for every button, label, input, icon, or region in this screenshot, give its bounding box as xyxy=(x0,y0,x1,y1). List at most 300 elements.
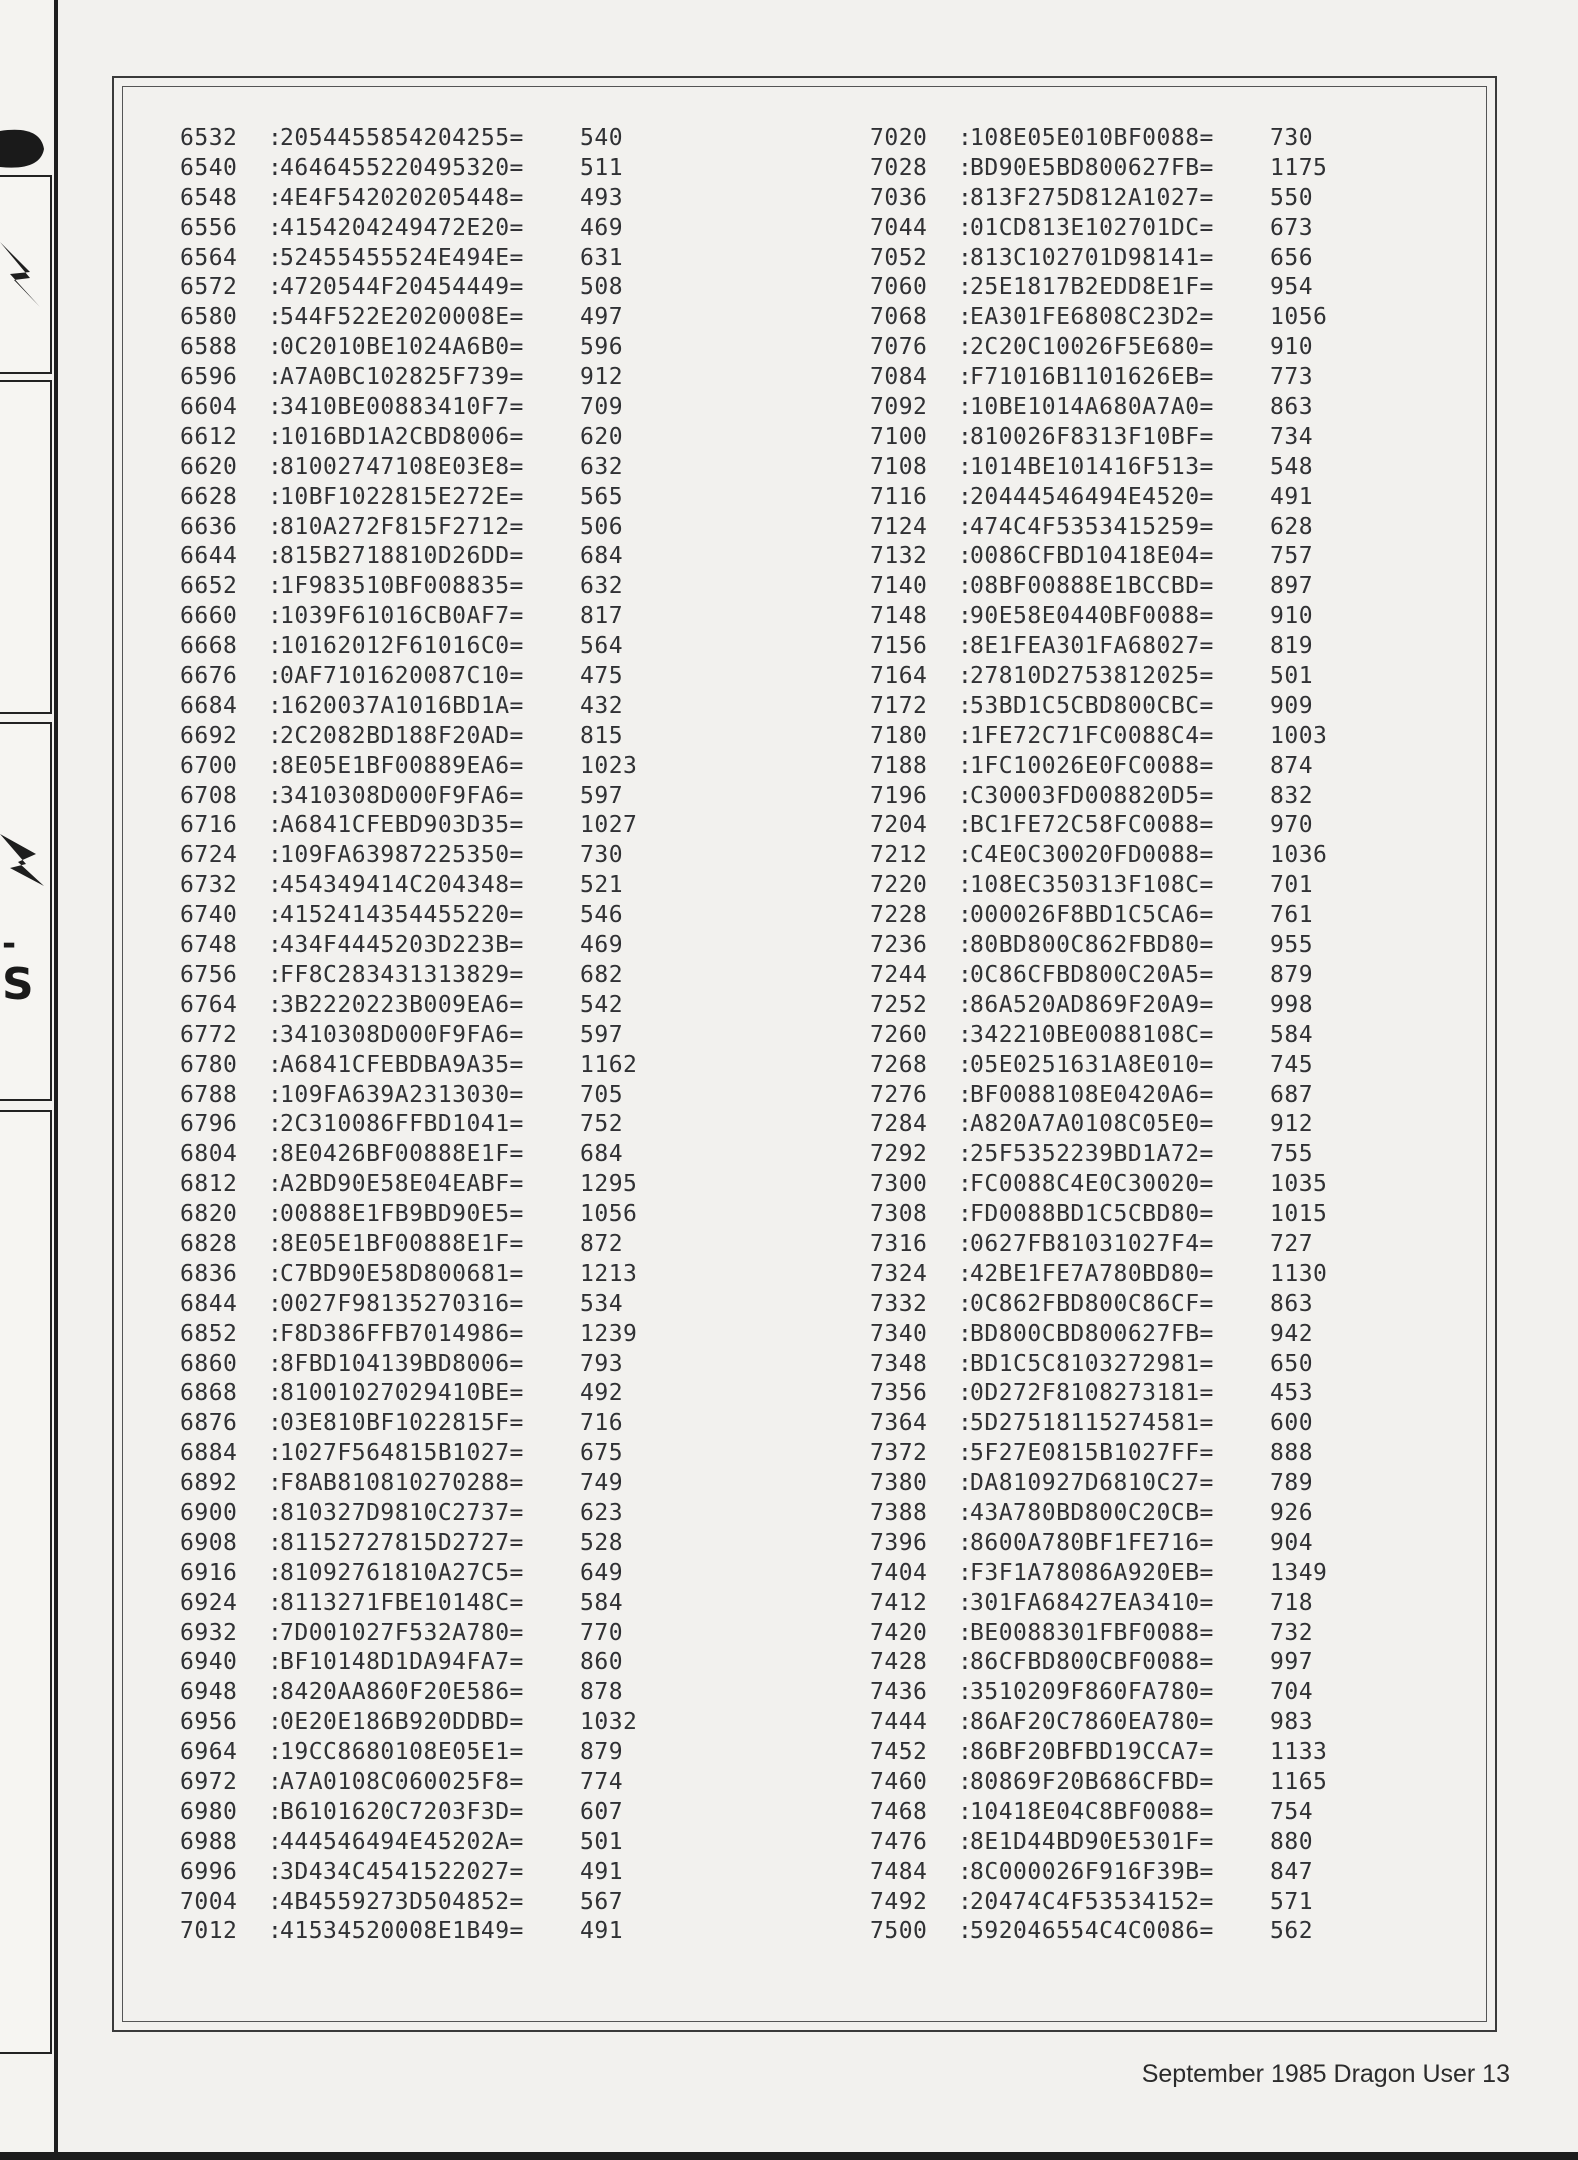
separator: : xyxy=(958,1798,973,1825)
line-number: 7084 xyxy=(870,364,928,391)
separator: : xyxy=(958,513,973,540)
hex-data: 1620037A1016BD1A= xyxy=(280,692,524,719)
listing-row xyxy=(180,991,660,1021)
listing-row xyxy=(870,1888,1350,1918)
separator: : xyxy=(958,573,973,600)
checksum: 1032 xyxy=(580,1709,638,1736)
listing-row xyxy=(870,961,1350,991)
hex-data: 86A520AD869F20A9= xyxy=(970,991,1214,1018)
checksum: 432 xyxy=(580,692,624,719)
separator: : xyxy=(958,692,973,719)
hex-data: 813F275D812A1027= xyxy=(970,184,1214,211)
checksum: 469 xyxy=(580,214,624,241)
line-number: 6740 xyxy=(180,902,238,929)
checksum: 597 xyxy=(580,782,624,809)
checksum: 912 xyxy=(580,364,624,391)
line-number: 7204 xyxy=(870,812,928,839)
checksum: 709 xyxy=(580,394,624,421)
listing-row xyxy=(870,1260,1350,1290)
line-number: 6676 xyxy=(180,663,238,690)
checksum: 863 xyxy=(1270,1290,1314,1317)
line-number: 6916 xyxy=(180,1559,238,1586)
separator: : xyxy=(958,1828,973,1855)
line-number: 6884 xyxy=(180,1440,238,1467)
separator: : xyxy=(958,1529,973,1556)
separator: : xyxy=(958,812,973,839)
hex-data: B6101620C7203F3D= xyxy=(280,1798,524,1825)
line-number: 6844 xyxy=(180,1290,238,1317)
separator: : xyxy=(268,1051,283,1078)
line-number: 7044 xyxy=(870,214,928,241)
line-number: 6652 xyxy=(180,573,238,600)
listing-row xyxy=(180,1021,660,1051)
checksum: 521 xyxy=(580,872,624,899)
line-number: 6956 xyxy=(180,1709,238,1736)
margin-box xyxy=(0,380,52,714)
listing-row xyxy=(180,1648,660,1678)
checksum: 879 xyxy=(1270,961,1314,988)
separator: : xyxy=(268,663,283,690)
separator: : xyxy=(268,1888,283,1915)
hex-data: 592046554C4C0086= xyxy=(970,1918,1214,1945)
checksum: 755 xyxy=(1270,1141,1314,1168)
line-number: 6732 xyxy=(180,872,238,899)
separator: : xyxy=(958,1260,973,1287)
line-number: 6748 xyxy=(180,932,238,959)
line-number: 6876 xyxy=(180,1410,238,1437)
separator: : xyxy=(958,1768,973,1795)
hex-data: 810026F8313F10BF= xyxy=(970,423,1214,450)
hex-data: BE0088301FBF0088= xyxy=(970,1619,1214,1646)
hex-data: 1016BD1A2CBD8006= xyxy=(280,423,524,450)
hex-data: 454349414C204348= xyxy=(280,872,524,899)
checksum: 819 xyxy=(1270,633,1314,660)
hex-data: BD1C5C8103272981= xyxy=(970,1350,1214,1377)
hex-data: 7D001027F532A780= xyxy=(280,1619,524,1646)
checksum: 998 xyxy=(1270,991,1314,1018)
separator: : xyxy=(958,902,973,929)
line-number: 6852 xyxy=(180,1320,238,1347)
checksum: 1130 xyxy=(1270,1260,1328,1287)
line-number: 7476 xyxy=(870,1828,928,1855)
hex-data: 434F4445203D223B= xyxy=(280,932,524,959)
line-number: 7356 xyxy=(870,1380,928,1407)
listing-row xyxy=(180,692,660,722)
hex-data: F8D386FFB7014986= xyxy=(280,1320,524,1347)
checksum: 511 xyxy=(580,154,624,181)
line-number: 7324 xyxy=(870,1260,928,1287)
line-number: 7308 xyxy=(870,1201,928,1228)
hex-data: FF8C283431313829= xyxy=(280,961,524,988)
checksum: 584 xyxy=(580,1589,624,1616)
separator: : xyxy=(958,1470,973,1497)
checksum: 501 xyxy=(580,1828,624,1855)
listing-row xyxy=(870,662,1350,692)
separator: : xyxy=(268,1171,283,1198)
checksum: 623 xyxy=(580,1499,624,1526)
checksum: 872 xyxy=(580,1230,624,1257)
checksum: 730 xyxy=(1270,125,1314,151)
listing-row xyxy=(870,1200,1350,1230)
separator: : xyxy=(268,1709,283,1736)
hex-data: 0AF7101620087C10= xyxy=(280,663,524,690)
listing-row xyxy=(180,1110,660,1140)
listing-row xyxy=(870,483,1350,513)
checksum: 682 xyxy=(580,961,624,988)
listing-row xyxy=(870,692,1350,722)
checksum: 493 xyxy=(580,184,624,211)
line-number: 7492 xyxy=(870,1888,928,1915)
hex-data: 27810D2753812025= xyxy=(970,663,1214,690)
checksum: 761 xyxy=(1270,902,1314,929)
hex-data: 1FE72C71FC0088C4= xyxy=(970,722,1214,749)
separator: : xyxy=(268,1410,283,1437)
line-number: 6948 xyxy=(180,1679,238,1706)
line-number: 6892 xyxy=(180,1470,238,1497)
checksum: 684 xyxy=(580,543,624,570)
line-number: 7172 xyxy=(870,692,928,719)
hex-data: 2C310086FFBD1041= xyxy=(280,1111,524,1138)
listing-row xyxy=(180,572,660,602)
listing-row xyxy=(870,1678,1350,1708)
checksum: 649 xyxy=(580,1559,624,1586)
line-number: 6628 xyxy=(180,483,238,510)
listing-row xyxy=(870,184,1350,214)
separator: : xyxy=(958,334,973,361)
line-number: 6780 xyxy=(180,1051,238,1078)
line-number: 7012 xyxy=(180,1918,238,1945)
listing-row xyxy=(180,931,660,961)
checksum: 571 xyxy=(1270,1888,1314,1915)
line-number: 6700 xyxy=(180,752,238,779)
separator: : xyxy=(268,1111,283,1138)
checksum: 675 xyxy=(580,1440,624,1467)
listing-row xyxy=(870,602,1350,632)
listing-row xyxy=(870,1559,1350,1589)
separator: : xyxy=(958,244,973,271)
hex-data: 815B2718810D26DD= xyxy=(280,543,524,570)
listing-row xyxy=(870,214,1350,244)
listing-row xyxy=(870,1858,1350,1888)
checksum: 620 xyxy=(580,423,624,450)
margin-fragment: - xyxy=(2,924,17,964)
line-number: 7316 xyxy=(870,1230,928,1257)
hex-data: 81092761810A27C5= xyxy=(280,1559,524,1586)
separator: : xyxy=(268,603,283,630)
checksum: 1239 xyxy=(580,1320,638,1347)
listing-row xyxy=(870,901,1350,931)
line-number: 6620 xyxy=(180,453,238,480)
hex-data: 41534520008E1B49= xyxy=(280,1918,524,1945)
checksum: 955 xyxy=(1270,932,1314,959)
hex-data: F8AB810810270288= xyxy=(280,1470,524,1497)
hex-data: 474C4F5353415259= xyxy=(970,513,1214,540)
listing-row xyxy=(870,423,1350,453)
checksum: 628 xyxy=(1270,513,1314,540)
separator: : xyxy=(958,1440,973,1467)
hex-data: A7A0108C060025F8= xyxy=(280,1768,524,1795)
line-number: 6788 xyxy=(180,1081,238,1108)
line-number: 6764 xyxy=(180,991,238,1018)
line-number: 6860 xyxy=(180,1350,238,1377)
listing-row xyxy=(870,1768,1350,1798)
hex-data: 1014BE101416F513= xyxy=(970,453,1214,480)
checksum: 492 xyxy=(580,1380,624,1407)
listing-row xyxy=(180,124,660,154)
listing-row xyxy=(180,1320,660,1350)
hex-data: 8FBD104139BD8006= xyxy=(280,1350,524,1377)
separator: : xyxy=(958,782,973,809)
separator: : xyxy=(958,1589,973,1616)
line-number: 7188 xyxy=(870,752,928,779)
listing-row xyxy=(180,1200,660,1230)
checksum: 565 xyxy=(580,483,624,510)
checksum: 497 xyxy=(580,304,624,331)
checksum: 897 xyxy=(1270,573,1314,600)
page-edge xyxy=(54,0,58,2160)
listing-row xyxy=(180,1678,660,1708)
line-number: 7228 xyxy=(870,902,928,929)
hex-data: 301FA68427EA3410= xyxy=(970,1589,1214,1616)
checksum: 631 xyxy=(580,244,624,271)
line-number: 7364 xyxy=(870,1410,928,1437)
checksum: 942 xyxy=(1270,1320,1314,1347)
listing-row xyxy=(870,154,1350,184)
separator: : xyxy=(268,125,283,151)
listing-row xyxy=(180,1828,660,1858)
checksum: 926 xyxy=(1270,1499,1314,1526)
separator: : xyxy=(268,1230,283,1257)
checksum: 506 xyxy=(580,513,624,540)
separator: : xyxy=(268,842,283,869)
checksum: 491 xyxy=(580,1858,624,1885)
separator: : xyxy=(958,1350,973,1377)
separator: : xyxy=(268,453,283,480)
separator: : xyxy=(268,1350,283,1377)
hex-data: 8420AA860F20E586= xyxy=(280,1679,524,1706)
separator: : xyxy=(268,423,283,450)
checksum: 491 xyxy=(580,1918,624,1945)
listing-row xyxy=(870,1379,1350,1409)
separator: : xyxy=(268,902,283,929)
separator: : xyxy=(958,1739,973,1766)
line-number: 6972 xyxy=(180,1768,238,1795)
listing-row xyxy=(180,961,660,991)
hex-data: 810327D9810C2737= xyxy=(280,1499,524,1526)
listing-row xyxy=(870,1917,1350,1947)
listing-row xyxy=(180,1888,660,1918)
hex-data: 3410308D000F9FA6= xyxy=(280,782,524,809)
hex-data: 109FA639A2313030= xyxy=(280,1081,524,1108)
separator: : xyxy=(958,1619,973,1646)
hex-data: 108E05E010BF0088= xyxy=(970,125,1214,151)
separator: : xyxy=(958,1649,973,1676)
checksum: 817 xyxy=(580,603,624,630)
line-number: 6604 xyxy=(180,394,238,421)
hex-data: BC1FE72C58FC0088= xyxy=(970,812,1214,839)
separator: : xyxy=(268,304,283,331)
line-number: 7484 xyxy=(870,1858,928,1885)
checksum: 469 xyxy=(580,932,624,959)
separator: : xyxy=(958,842,973,869)
listing-column-right xyxy=(870,124,1350,1947)
hex-data: 0C2010BE1024A6B0= xyxy=(280,334,524,361)
hex-data: 108EC350313F108C= xyxy=(970,872,1214,899)
checksum: 749 xyxy=(580,1470,624,1497)
checksum: 745 xyxy=(1270,1051,1314,1078)
listing-row xyxy=(180,1559,660,1589)
listing-row xyxy=(180,214,660,244)
hex-data: 5F27E0815B1027FF= xyxy=(970,1440,1214,1467)
line-number: 6924 xyxy=(180,1589,238,1616)
line-number: 6988 xyxy=(180,1828,238,1855)
listing-row xyxy=(870,1499,1350,1529)
line-number: 7444 xyxy=(870,1709,928,1736)
hex-data: 1F983510BF008835= xyxy=(280,573,524,600)
separator: : xyxy=(958,1410,973,1437)
listing-row xyxy=(180,1858,660,1888)
separator: : xyxy=(958,1499,973,1526)
checksum: 1023 xyxy=(580,752,638,779)
checksum: 910 xyxy=(1270,603,1314,630)
separator: : xyxy=(268,1529,283,1556)
separator: : xyxy=(958,394,973,421)
separator: : xyxy=(268,1320,283,1347)
checksum: 954 xyxy=(1270,274,1314,301)
hex-data: 90E58E0440BF0088= xyxy=(970,603,1214,630)
checksum: 860 xyxy=(580,1649,624,1676)
checksum: 550 xyxy=(1270,184,1314,211)
checksum: 534 xyxy=(580,1290,624,1317)
hex-data: A6841CFEBD903D35= xyxy=(280,812,524,839)
line-number: 7244 xyxy=(870,961,928,988)
separator: : xyxy=(268,1679,283,1706)
separator: : xyxy=(958,274,973,301)
listing-row xyxy=(180,1140,660,1170)
checksum: 597 xyxy=(580,1021,624,1048)
hex-data: 8E1D44BD90E5301F= xyxy=(970,1828,1214,1855)
hex-data: DA810927D6810C27= xyxy=(970,1470,1214,1497)
line-number: 6820 xyxy=(180,1201,238,1228)
listing-row xyxy=(870,931,1350,961)
hex-data: 4E4F542020205448= xyxy=(280,184,524,211)
line-number: 7236 xyxy=(870,932,928,959)
checksum: 567 xyxy=(580,1888,624,1915)
separator: : xyxy=(268,1619,283,1646)
hex-data: 00888E1FB9BD90E5= xyxy=(280,1201,524,1228)
hex-data: 4154204249472E20= xyxy=(280,214,524,241)
hex-data: 81001027029410BE= xyxy=(280,1380,524,1407)
line-number: 7004 xyxy=(180,1888,238,1915)
margin-fragment: S xyxy=(2,959,34,1010)
listing-row xyxy=(180,662,660,692)
hex-data: 3B2220223B009EA6= xyxy=(280,991,524,1018)
listing-row xyxy=(180,1230,660,1260)
line-number: 7300 xyxy=(870,1171,928,1198)
line-number: 7092 xyxy=(870,394,928,421)
hex-data: 342210BE0088108C= xyxy=(970,1021,1214,1048)
listing-row xyxy=(180,1589,660,1619)
line-number: 6868 xyxy=(180,1380,238,1407)
separator: : xyxy=(268,812,283,839)
checksum: 600 xyxy=(1270,1410,1314,1437)
checksum: 540 xyxy=(580,125,624,151)
listing-row xyxy=(870,1619,1350,1649)
line-number: 6612 xyxy=(180,423,238,450)
listing-row xyxy=(870,244,1350,274)
hex-data: 4152414354455220= xyxy=(280,902,524,929)
hex-data: F3F1A78086A920EB= xyxy=(970,1559,1214,1586)
checksum: 687 xyxy=(1270,1081,1314,1108)
line-number: 7420 xyxy=(870,1619,928,1646)
listing-row xyxy=(180,483,660,513)
listing-row xyxy=(180,423,660,453)
line-number: 6756 xyxy=(180,961,238,988)
checksum: 997 xyxy=(1270,1649,1314,1676)
separator: : xyxy=(958,364,973,391)
listing-row xyxy=(180,782,660,812)
hex-data: A2BD90E58E04EABF= xyxy=(280,1171,524,1198)
line-number: 7028 xyxy=(870,154,928,181)
hex-data: 4646455220495320= xyxy=(280,154,524,181)
hex-data: F71016B1101626EB= xyxy=(970,364,1214,391)
line-number: 7196 xyxy=(870,782,928,809)
hex-data: 8E05E1BF00889EA6= xyxy=(280,752,524,779)
line-number: 7036 xyxy=(870,184,928,211)
listing-row xyxy=(180,333,660,363)
line-number: 7164 xyxy=(870,663,928,690)
checksum: 562 xyxy=(1270,1918,1314,1945)
checksum: 904 xyxy=(1270,1529,1314,1556)
listing-row xyxy=(870,1469,1350,1499)
listing-row xyxy=(870,632,1350,662)
checksum: 1056 xyxy=(580,1201,638,1228)
hex-data: 544F522E2020008E= xyxy=(280,304,524,331)
checksum: 656 xyxy=(1270,244,1314,271)
separator: : xyxy=(268,961,283,988)
checksum: 774 xyxy=(580,1768,624,1795)
separator: : xyxy=(268,1649,283,1676)
line-number: 7372 xyxy=(870,1440,928,1467)
separator: : xyxy=(958,1320,973,1347)
hex-data: 01CD813E102701DC= xyxy=(970,214,1214,241)
separator: : xyxy=(268,394,283,421)
line-number: 7500 xyxy=(870,1918,928,1945)
line-number: 6964 xyxy=(180,1739,238,1766)
listing-row xyxy=(870,1140,1350,1170)
hex-data: 3D434C4541522027= xyxy=(280,1858,524,1885)
checksum: 1027 xyxy=(580,812,638,839)
separator: : xyxy=(958,1679,973,1706)
listing-row xyxy=(870,1409,1350,1439)
checksum: 1213 xyxy=(580,1260,638,1287)
checksum: 673 xyxy=(1270,214,1314,241)
listing-row xyxy=(180,602,660,632)
separator: : xyxy=(268,1559,283,1586)
line-number: 6684 xyxy=(180,692,238,719)
line-number: 7212 xyxy=(870,842,928,869)
separator: : xyxy=(958,1290,973,1317)
checksum: 632 xyxy=(580,453,624,480)
checksum: 491 xyxy=(1270,483,1314,510)
line-number: 7284 xyxy=(870,1111,928,1138)
hex-data: 109FA63987225350= xyxy=(280,842,524,869)
line-number: 6548 xyxy=(180,184,238,211)
listing-row xyxy=(180,393,660,423)
hex-data: BF10148D1DA94FA7= xyxy=(280,1649,524,1676)
hex-data: 3410BE00883410F7= xyxy=(280,394,524,421)
checksum: 1015 xyxy=(1270,1201,1328,1228)
